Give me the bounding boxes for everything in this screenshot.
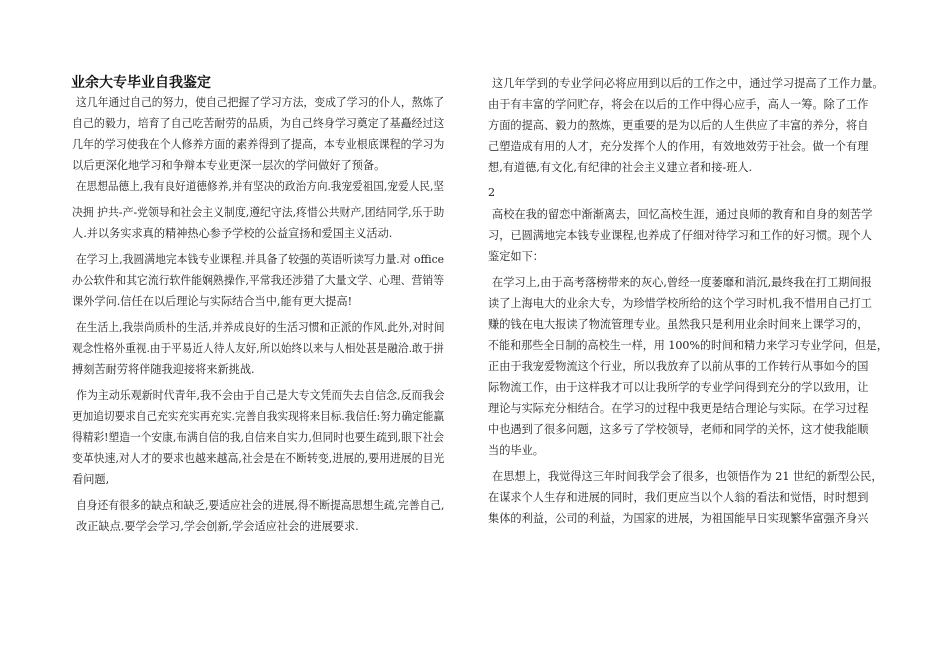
right-text-line: 己塑造成有用的人才，充分发挥个人的作用，有效地效劳于社会。做一个有理 [488, 140, 869, 153]
left-text-line: 观念性格外重视.由于平易近人待人友好,所以始终以来与人相处甚是融洽.敢于拼 [72, 342, 444, 355]
right-text-line: 际物流工作，由于这样我才可以让我所学的专业学问得到充分的学以致用，让 [488, 381, 869, 394]
left-text-line: 自己的毅力，培育了自己吃苦耐劳的品质，为自己终身学习奠定了基矗经过这 [72, 117, 445, 130]
left-text-line: 更加追切要求自己充实充实再充实.完善自我实现将来目标.我信任:努力确定能赢 [72, 410, 445, 423]
right-text-line: 读了上海电大的业余大专，为珍惜学校所给的这个学习时机,我不惜用自己打工 [488, 297, 872, 310]
left-text-line: 这几年通过自己的努力，使自己把握了学习方法，变成了学习的仆人，熬炼了 [76, 96, 445, 109]
left-text-line: 几年的学习使我在个人修养方面的素养得到了提高，本专业根底课程的学习为 [72, 138, 445, 151]
document-title: 业余大专毕业自我鉴定 [71, 75, 211, 91]
left-text-line: 作为主动乐观新时代青年,我不会由于自己是大专文凭而失去自信念,反而我会 [76, 389, 445, 402]
left-text-line: 办公软件和其它流行软件能娴熟操作,平常我还涉猎了大量文学、心理、营销等 [72, 274, 445, 287]
right-text-line: 在谋求个人生存和进展的同时，我们更应当以个人翁的看法和觉悟，时时想到 [488, 491, 869, 504]
right-text-line: 当的毕业。 [488, 444, 544, 457]
left-text-line: 改正缺点.要学会学习,学会创新,学会适应社会的进展要求. [76, 520, 359, 533]
right-text-line: 在学习上,由于高考落榜带来的灰心,曾经一度萎靡和消沉,最终我在打工期间报 [492, 276, 872, 289]
right-text-line: 高校在我的留恋中渐渐离去，回忆高校生涯，通过良师的教育和自身的刻苦学 [492, 208, 873, 221]
left-text-line: 搏刻苦耐劳将伴随我迎接将来新挑战. [72, 363, 255, 376]
right-text-line: 理论与实际充分相结合。在学习的过程中我更是结合理论与实际。在学习过程 [488, 402, 869, 415]
left-text-line: 以后更深化地学习和争辩本专业更深一层次的学问做好了预备。 [72, 159, 386, 172]
right-text-line: 集体的利益，公司的利益，为国家的进展，为祖国能早日实现繁华富强齐身兴 [488, 512, 869, 525]
page-number: 2 [488, 186, 496, 199]
left-text-line: 自身还有很多的缺点和缺乏,要适应社会的进展,得不断提高思想生疏,完善自己, [76, 499, 445, 512]
left-text-line: 得精彩!塑造一个安康,布满自信的我,自信来自实力,但同时也要生疏到,眼下社会 [72, 431, 445, 444]
left-text-line: 人.并以务实求真的精神热心参予学校的公益宣扬和爱国主义活动. [72, 227, 393, 240]
right-text-line: 习，已圆满地完本钱专业课程,也养成了仔细对待学习和工作的好习惯。现个人 [488, 229, 872, 242]
left-text-line: 课外学问.信任在以后理论与实际结合当中,能有更大提高! [72, 295, 353, 308]
right-text-line: 由于有丰富的学问贮存，将会在以后的工作中得心应手，高人一筹。除了工作 [488, 98, 869, 111]
left-text-line: 在学习上,我圆满地完本钱专业课程.并具备了较强的英语听读写力量.对 office [76, 253, 445, 266]
right-text-line: 想,有道德,有文化,有纪律的社会主义建立者和接-班人. [488, 161, 753, 174]
right-text-line: 这几年学到的专业学问必将应用到以后的工作之中，通过学习提高了工作力量。 [492, 77, 884, 90]
right-text-line: 正由于我宠爱物流这个行业，所以我放弃了以前从事的工作转行从事如今的国 [488, 360, 869, 373]
left-text-line: 看问题, [72, 473, 110, 486]
left-text-line: 在思想品德上,我有良好道德修养,并有坚决的政治方向.我宠爱祖国,宠爱人民,坚 [76, 180, 445, 193]
right-text-line: 赚的钱在电大报读了物流管理专业。虽然我只是利用业余时间来上课学习的， [488, 318, 869, 331]
left-text-line: 决拥 护共-产-党领导和社会主义制度,遵纪守法,疼惜公共财产,团结同学,乐于助 [72, 206, 445, 219]
right-text-line: 方面的提高、毅力的熬炼，更重要的是为以后的人生供应了丰富的养分，将自 [488, 119, 869, 132]
right-text-line: 鉴定如下： [488, 250, 544, 263]
left-text-line: 变革快速,对人才的要求也越来越高,社会是在不断转变,进展的,要用进展的目光 [72, 452, 445, 465]
right-text-line: 中也遇到了很多问题，这多亏了学校领导，老师和同学的关怀，这才使我能顺 [488, 423, 869, 436]
right-text-line: 不能和那些全日制的高校生一样，用 100%的时间和精力来学习专业学问，但是， [488, 339, 888, 352]
left-text-line: 在生活上,我崇尚质朴的生活,并养成良好的生活习惯和正派的作风.此外,对时间 [76, 321, 445, 334]
right-text-line: 在思想上，我觉得这三年时间我学会了很多，也领悟作为 21 世纪的新型公民， [492, 470, 883, 483]
